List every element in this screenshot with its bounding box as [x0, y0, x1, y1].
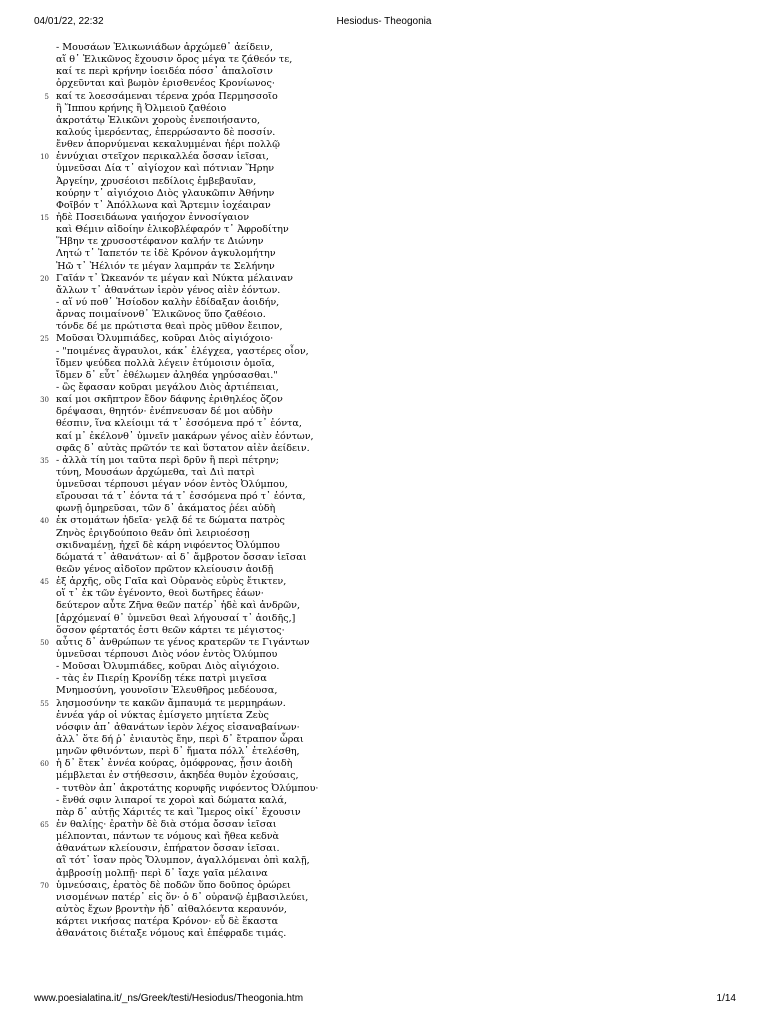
verse-text: - αἵ νύ ποθ᾽ Ἡσίοδον καλὴν ἐδίδαξαν ἀοιδήν,	[56, 296, 280, 308]
verse-line	[56, 552, 376, 564]
verse-line	[56, 261, 376, 273]
verse-text: καί μοι σκῆπτρον ἔδον δάφνης ἐριθηλέος ὄζον	[56, 394, 283, 406]
verse-line	[56, 722, 376, 734]
line-number: 55	[40, 699, 49, 708]
verse-line	[56, 127, 376, 139]
verse-line	[56, 163, 376, 175]
verse-text: - Μουσάων Ἑλικωνιάδων ἀρχώμεθ᾽ ἀείδειν,	[56, 42, 273, 53]
verse-line	[56, 904, 376, 916]
poem-text	[40, 42, 376, 940]
line-number: 45	[40, 578, 49, 587]
line-number: 60	[40, 760, 49, 769]
verse-text: Γαῖάν τ᾽ Ὠκεανόν τε μέγαν καὶ Νύκτα μέλαιναν	[56, 272, 293, 284]
verse-line	[56, 528, 376, 540]
verse-line	[56, 443, 376, 455]
verse-line	[56, 346, 376, 358]
verse-text: ἡ δ᾽ ἔτεκ᾽ ἐννέα κούρας, ὁμόφρονας, ᾗσιν ἀοιδὴ	[56, 758, 293, 770]
verse-line	[56, 831, 376, 843]
verse-line	[56, 200, 376, 212]
verse-text: ἔνθεν ἀπορνύμεναι κεκαλυμμέναι ἠέρι πολλῷ	[56, 139, 280, 151]
verse-text: καλούς ἱμερόεντας, ἐπερρώσαντο δὲ ποσσίν.	[56, 126, 276, 138]
verse-text: θεῶν γένος αἰδοῖον πρῶτον κλείουσιν ἀοιδῇ	[56, 564, 274, 576]
verse-text: ἴδμεν δ᾽ εὖτ᾽ ἐθέλωμεν ἀληθέα γηρύσασθαι."	[56, 369, 278, 381]
verse-text: ὑμνεῦσαι τέρπουσι Διὸς νόον ἐντὸς Ὀλύμπου	[56, 649, 278, 661]
verse-text: κάρτει νικήσας πατέρα Κρόνον· εὖ δὲ ἕκαστα	[56, 916, 279, 928]
verse-line	[56, 588, 376, 600]
verse-line	[56, 710, 376, 722]
verse-text: ἐκ στομάτων ἡδεῖα· γελᾷ δέ τε δώματα πατρὸς	[56, 515, 285, 527]
line-number: 30	[40, 396, 49, 405]
verse-text: αἵ θ᾽ Ἑλικῶνος ἔχουσιν ὄρος μέγα τε ζάθεόν τε,	[56, 54, 293, 66]
verse-text: πὰρ δ᾽ αὐτῇς Χάριτές τε καὶ Ἵμερος οἰκί᾽ ἔχουσιν	[56, 806, 301, 818]
line-number: 50	[40, 638, 49, 647]
verse-line	[56, 673, 376, 685]
verse-line	[56, 78, 376, 90]
page-url: www.poesialatina.it/_ns/Greek/testi/Hesiodus/Theogonia.htm	[34, 993, 304, 1004]
document-title: Hesiodus- Theogonia	[336, 16, 432, 27]
verse-text: Ἀργείην, χρυσέοισι πεδίλοις ἐμβεβαυῖαν,	[56, 175, 257, 187]
verse-text: Μοῦσαι Ὀλυμπιάδες, κοῦραι Διὸς αἰγιόχοιο·	[56, 333, 274, 345]
verse-text: ὑμνεῦσαι τέρπουσι μέγαν νόον ἐντὸς Ὀλύμπου,	[56, 479, 288, 491]
verse-line	[56, 321, 376, 333]
verse-text: θέσπιν, ἵνα κλείοιμι τά τ᾽ ἐσσόμενα πρό τ᾽ ἐόντα,	[56, 418, 302, 430]
verse-text: ὅσσον φέρτατός ἐστι θεῶν κάρτει τε μέγιστος·	[56, 624, 285, 636]
verse-text: αἳ τότ᾽ ἴσαν πρὸς Ὄλυμπον, ἀγαλλόμεναι ὀπὶ καλῇ,	[56, 855, 310, 867]
verse-line	[56, 309, 376, 321]
verse-text: ἐννύχιαι στεῖχον περικαλλέα ὄσσαν ἱεῖσαι,	[56, 151, 269, 163]
verse-text: τόνδε δέ με πρώτιστα θεαὶ πρὸς μῦθον ἔειπον,	[56, 321, 283, 333]
verse-line	[56, 807, 376, 819]
verse-line	[56, 564, 376, 576]
verse-line	[40, 211, 376, 224]
verse-line	[56, 734, 376, 746]
line-number: 65	[40, 821, 49, 829]
verse-text: Ζηνὸς ἐριγδούποιο θεᾶν ὀπὶ λειριοέσσῃ	[56, 527, 250, 539]
verse-text: καί τε λοεσσάμεναι τέρενα χρόα Περμησσοῖο	[56, 90, 278, 102]
verse-text: ἐξ ἀρχῆς, οὓς Γαῖα καὶ Οὐρανὸς εὐρὺς ἔτικτεν,	[56, 576, 287, 588]
verse-line	[56, 54, 376, 66]
verse-line	[56, 868, 376, 880]
page-number: 1/14	[716, 993, 736, 1004]
verse-text: σκιδναμένῃ, ἠχεῖ δὲ κάρη νιφόεντος Ὀλύμπου	[56, 539, 280, 551]
verse-line	[56, 139, 376, 151]
verse-line	[44, 90, 376, 103]
print-timestamp: 04/01/22, 22:32	[34, 16, 104, 27]
verse-text: - τὰς ἐν Πιερίῃ Κρονίδῃ τέκε πατρὶ μιγεῖσα	[56, 673, 267, 685]
verse-text: ἄλλων τ᾽ ἀθανάτων ἱερὸν γένος αἰὲν ἐόντων.	[56, 284, 281, 296]
verse-text: σφᾶς δ᾽ αὐτὰς πρῶτόν τε καὶ ὕστατον αἰὲν ἀείδειν.	[56, 442, 310, 454]
verse-text: ἀθανάτοις διέταξε νόμους καὶ ἐπέφραδε τιμάς.	[56, 928, 287, 940]
verse-text: καί μ᾽ ἐκέλονθ᾽ ὑμνεῖν μακάρων γένος αἰὲν ἐόντων,	[56, 430, 314, 442]
verse-line	[56, 783, 376, 795]
verse-text: νισομένων πατέρ᾽ εἰς ὅν· ὁ δ᾽ οὐρανῷ ἐμβασιλεύει,	[56, 891, 309, 903]
verse-line	[56, 491, 376, 503]
verse-line	[56, 66, 376, 78]
verse-line	[56, 843, 376, 855]
verse-line	[56, 297, 376, 309]
verse-text: Λητώ τ᾽ Ἰαπετόν τε ἰδὲ Κρόνον ἀγκυλομήτην	[56, 248, 276, 260]
verse-text: αὐτὸς ἔχων βροντὴν ἠδ᾽ αἰθαλόεντα κεραυνόν,	[56, 903, 287, 915]
verse-text: ὀρχεῦνται καὶ βωμὸν ἐρισθενέος Κρονίωνος·	[56, 78, 275, 90]
verse-text: - ἀλλὰ τίη μοι ταῦτα περὶ δρῦν ἢ περὶ πέτρην;	[56, 454, 280, 466]
verse-text: [ἀρχόμεναί θ᾽ ὑμνεῦσι θεαὶ λήγουσαί τ᾽ ἀοιδῆς,]	[56, 612, 296, 624]
verse-text: δώματά τ᾽ ἀθανάτων· αἱ δ᾽ ἄμβροτον ὄσσαν ἱεῖσαι	[56, 551, 307, 563]
verse-line	[40, 151, 376, 163]
line-number: 5	[44, 92, 49, 101]
verse-line	[56, 613, 376, 625]
verse-text: καί τε περὶ κρήνην ἰοειδέα πόσσ᾽ ἁπαλοῖσιν	[56, 66, 273, 78]
verse-line	[56, 928, 376, 940]
verse-line	[56, 248, 376, 260]
verse-line	[56, 892, 376, 904]
line-number: 40	[40, 517, 49, 526]
verse-line	[56, 115, 376, 127]
verse-text: μηνῶν φθινόντων, περὶ δ᾽ ἤματα πόλλ᾽ ἐτελέσθη,	[56, 746, 300, 758]
verse-text: ἀλλ᾽ ὅτε δή ῥ᾽ ἐνιαυτὸς ἔην, περὶ δ᾽ ἔτραπον ὧραι	[56, 734, 304, 746]
verse-line	[40, 394, 376, 406]
verse-line	[56, 176, 376, 188]
verse-line	[56, 370, 376, 382]
verse-text: νόσφιν ἀπ᾽ ἀθανάτων ἱερὸν λέχος εἰσαναβαίνων·	[56, 721, 300, 733]
print-footer	[0, 993, 768, 1007]
verse-line	[56, 479, 376, 491]
verse-line	[56, 661, 376, 673]
verse-line	[40, 636, 376, 649]
verse-line	[56, 770, 376, 782]
verse-line	[56, 382, 376, 394]
verse-text: καὶ Θέμιν αἰδοίην ἑλικοβλέφαρόν τ᾽ Ἀφροδίτην	[56, 224, 289, 236]
line-number: 20	[40, 274, 49, 283]
verse-line	[56, 418, 376, 430]
verse-line	[56, 285, 376, 297]
verse-text: ἀμβροσίῃ μολπῇ· περὶ δ᾽ ἴαχε γαῖα μέλαινα	[56, 867, 268, 879]
verse-line	[56, 746, 376, 758]
verse-line	[56, 540, 376, 552]
line-number: 70	[40, 881, 49, 890]
verse-text: λησμοσύνην τε κακῶν ἄμπαυμά τε μερμηράων.	[56, 697, 286, 709]
verse-text: ἄρνας ποιμαίνονθ᾽ Ἑλικῶνος ὕπο ζαθέοιο.	[56, 309, 266, 321]
verse-text: - Μοῦσαι Ὀλυμπιάδες, κοῦραι Διὸς αἰγιόχοιο.	[56, 661, 280, 673]
verse-line	[56, 625, 376, 637]
verse-text: Ἥβην τε χρυσοστέφανον καλήν τε Διώνην	[56, 236, 264, 248]
line-number: 15	[40, 213, 49, 222]
verse-line	[56, 358, 376, 370]
verse-text: - τυτθὸν ἀπ᾽ ἀκροτάτης κορυφῆς νιφόεντος Ὀλύμπου·	[56, 782, 319, 794]
verse-text: ὑμνεύσαις, ἐρατὸς δὲ ποδῶν ὕπο δοῦπος ὀρώρει	[56, 879, 291, 891]
verse-text: δρέψασαι, θηητόν· ἐνέπνευσαν δέ μοι αὐδὴν	[56, 406, 273, 418]
verse-line	[56, 600, 376, 612]
verse-text: - ὣς ἔφασαν κοῦραι μεγάλου Διὸς ἀρτιέπειαι,	[56, 381, 279, 393]
verse-text: Ἠῶ τ᾽ Ἠέλιόν τε μέγαν λαμπράν τε Σελήνην	[56, 260, 275, 272]
verse-line	[40, 819, 376, 831]
verse-text: ἐννέα γάρ οἱ νύκτας ἐμίσγετο μητίετα Ζεὺς	[56, 709, 269, 721]
verse-text: φωνῇ ὁμηρεῦσαι, τῶν δ᾽ ἀκάματος ῥέει αὐδὴ	[56, 503, 276, 515]
verse-text: μέμβλεται ἐν στήθεσσιν, ἀκηδέα θυμὸν ἐχούσαις,	[56, 770, 299, 782]
verse-line	[40, 758, 376, 770]
verse-text: - "ποιμένες ἄγραυλοι, κάκ᾽ ἐλέγχεα, γαστέρες οἶον,	[56, 345, 309, 357]
verse-line	[56, 42, 376, 54]
verse-line	[56, 916, 376, 928]
verse-line	[56, 236, 376, 248]
verse-line	[56, 103, 376, 115]
verse-line	[56, 649, 376, 661]
verse-text: μέλπονται, πάντων τε νόμους καὶ ἤθεα κεδνὰ	[56, 831, 280, 843]
print-header	[0, 16, 768, 30]
verse-text: ὑμνεῦσαι Δία τ᾽ αἰγίοχον καὶ πότνιαν Ἥρην	[56, 163, 275, 175]
verse-text: δεύτερον αὖτε Ζῆνα θεῶν πατέρ᾽ ἠδὲ καὶ ἀνδρῶν,	[56, 600, 301, 612]
verse-text: ἀκροτάτῳ Ἑλικῶνι χοροὺς ἐνεποιήσαντο,	[56, 114, 261, 126]
verse-line	[40, 515, 376, 527]
verse-line	[56, 795, 376, 807]
verse-line	[56, 224, 376, 236]
verse-text: Φοῖβόν τ᾽ Ἀπόλλωνα καὶ Ἄρτεμιν ἰοχέαιραν	[56, 199, 271, 211]
verse-text: ἐν θαλίῃς· ἐρατὴν δὲ διὰ στόμα ὄσσαν ἱεῖσαι	[56, 819, 277, 830]
verse-line	[56, 406, 376, 418]
verse-text: οἵ τ᾽ ἐκ τῶν ἐγένοντο, θεοὶ δωτῆρες ἐάων·	[56, 588, 264, 600]
verse-text: κούρην τ᾽ αἰγιόχοιο Διὸς γλαυκῶπιν Ἀθήνην	[56, 187, 275, 199]
line-number: 10	[40, 153, 49, 162]
verse-line	[56, 685, 376, 697]
verse-line	[40, 454, 376, 467]
verse-text: Μνημοσύνη, γουνοῖσιν Ἐλευθῆρος μεδέουσα,	[56, 685, 278, 697]
verse-line	[56, 188, 376, 200]
verse-line	[40, 576, 376, 588]
verse-line	[56, 431, 376, 443]
verse-line	[40, 879, 376, 892]
verse-text: ἀθανάτων κλείουσιν, ἐπήρατον ὄσσαν ἱεῖσαι.	[56, 843, 280, 855]
verse-text: αὖτις δ᾽ ἀνθρώπων τε γένος κρατερῶν τε Γιγάντων	[56, 636, 310, 648]
verse-line	[40, 697, 376, 710]
line-number: 25	[40, 335, 49, 344]
verse-text: - ἔνθά σφιν λιπαροί τε χοροὶ καὶ δώματα καλά,	[56, 794, 287, 806]
verse-text: ἠδὲ Ποσειδάωνα γαιήοχον ἐννοσίγαιον	[56, 211, 250, 223]
verse-line	[40, 272, 376, 285]
line-number: 35	[40, 456, 49, 465]
verse-line	[40, 333, 376, 345]
verse-line	[56, 503, 376, 515]
verse-text: τύνη, Μουσάων ἀρχώμεθα, ταὶ Διὶ πατρὶ	[56, 466, 255, 478]
verse-line	[56, 467, 376, 479]
verse-text: εἴρουσαι τά τ᾽ ἐόντα τά τ᾽ ἐσσόμενα πρό τ᾽ ἐόντα,	[56, 491, 306, 503]
verse-text: ἴδμεν ψεύδεα πολλὰ λέγειν ἐτύμοισιν ὁμοῖα,	[56, 357, 275, 369]
verse-line	[56, 855, 376, 867]
verse-text: ἢ Ἵππου κρήνης ἢ Ὀλμειοῦ ζαθέοιο	[56, 102, 227, 114]
